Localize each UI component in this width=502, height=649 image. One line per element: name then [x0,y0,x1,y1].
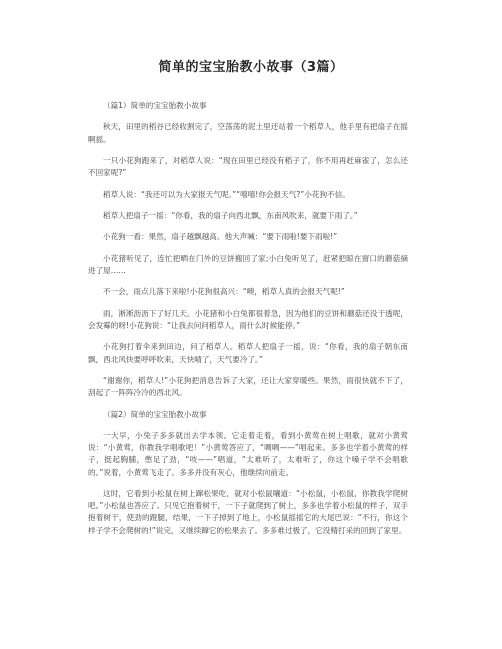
body-paragraph: 一只小花狗跑来了，对稻草人说：“现在田里已经没有稻子了，你不用再赶麻雀了，怎么还不回家呢?” [88,155,408,178]
body-paragraph: “谢谢你，稻草人!”小花狗把消息告诉了大家，还让大家穿暖些。果然，雨很快就不下了，刮起了一阵阵冷冷的西北风。 [88,375,408,398]
body-paragraph: 不一会，雨点儿落下来啦!小花狗很高兴：“噢，稻草人真的会报天气呢!” [103,287,345,297]
section-heading-2: （篇2）简单的宝宝胎教小故事 [103,409,207,419]
document-title: 简单的宝宝胎教小故事（3篇） [158,60,344,75]
body-paragraph: 小花狗打着伞来到田边，问了稻草人。稻草人把扇子一摇，说：“你看，我的扇子朝东南飘，西北风快要呼呼吹来，天快晴了，天气要冷了。” [88,342,408,364]
body-paragraph: 秋天，田里的稻谷已经收割完了，空荡荡的泥土里还站着一个稻草人，他手里有把扇子在摇啊摇。 [88,122,408,144]
body-paragraph: 这时，它看到小松鼠在树上蹿松果吃，就对小松鼠嚷道：“小松鼠，小松鼠，你教我学爬树吧。”小松鼠也答应了。只见它抱着树干，一下子就爬到了树上，多多也学着小松鼠的样子，双手抱着树干，使劲的蹬腿，结果，一下子掉到了地上，小松鼠摇摇它的大尾巴说：“不行，你这个样子学不会爬树的!”说完，又继续蹿它的松果去了。多多难过极了，它没精打采的回到了家里。 [88,488,408,535]
body-paragraph: 小花狗一看：果然，扇子越飘越高。他大声喊：“要下雨啦!要下雨啦!” [103,232,338,242]
body-paragraph: 小花猪听见了，连忙把晒在门外的豆饼搬回了家;小白兔听见了，赶紧把晾在窗口的蘑菇摘进了屋…… [88,253,408,275]
body-paragraph: 稻草人说：“我还可以为大家报天气呢。”“嘻嘻!你会报天气?”小花狗不信。 [103,189,350,199]
section-heading-1: （篇1）简单的宝宝胎教小故事 [103,101,207,110]
body-paragraph: 一大早，小兔子多多就出去学本领。它走着走着，看到小黄莺在树上唱歌，就对小黄莺说：“小黄莺，你教我学唱歌吧！”小黄莺答应了，“啁啁——”唱起来。多多也学着小黄莺的样子，挺起胸脯，憋足了劲，“吱——”唱道，“太难听了，太难听了，你这个嗓子学不会唱歌的。”说着，小黄莺飞走了。多多并没有灰心，他继续向前走。 [88,430,408,477]
body-paragraph: 稻草人把扇子一摇：“你看，我的扇子向西北飘，东南风吹来，就要下雨了。” [103,210,358,220]
body-paragraph: 雨，淅淅沥沥下了好几天。小花猪和小白兔都很着急，因为他们的豆饼和蘑菇还没干透呢，会发霉的呀!小花狗说：“让我去问问稻草人，雨什么时候能停。” [88,308,408,330]
document-body [88,100,408,546]
